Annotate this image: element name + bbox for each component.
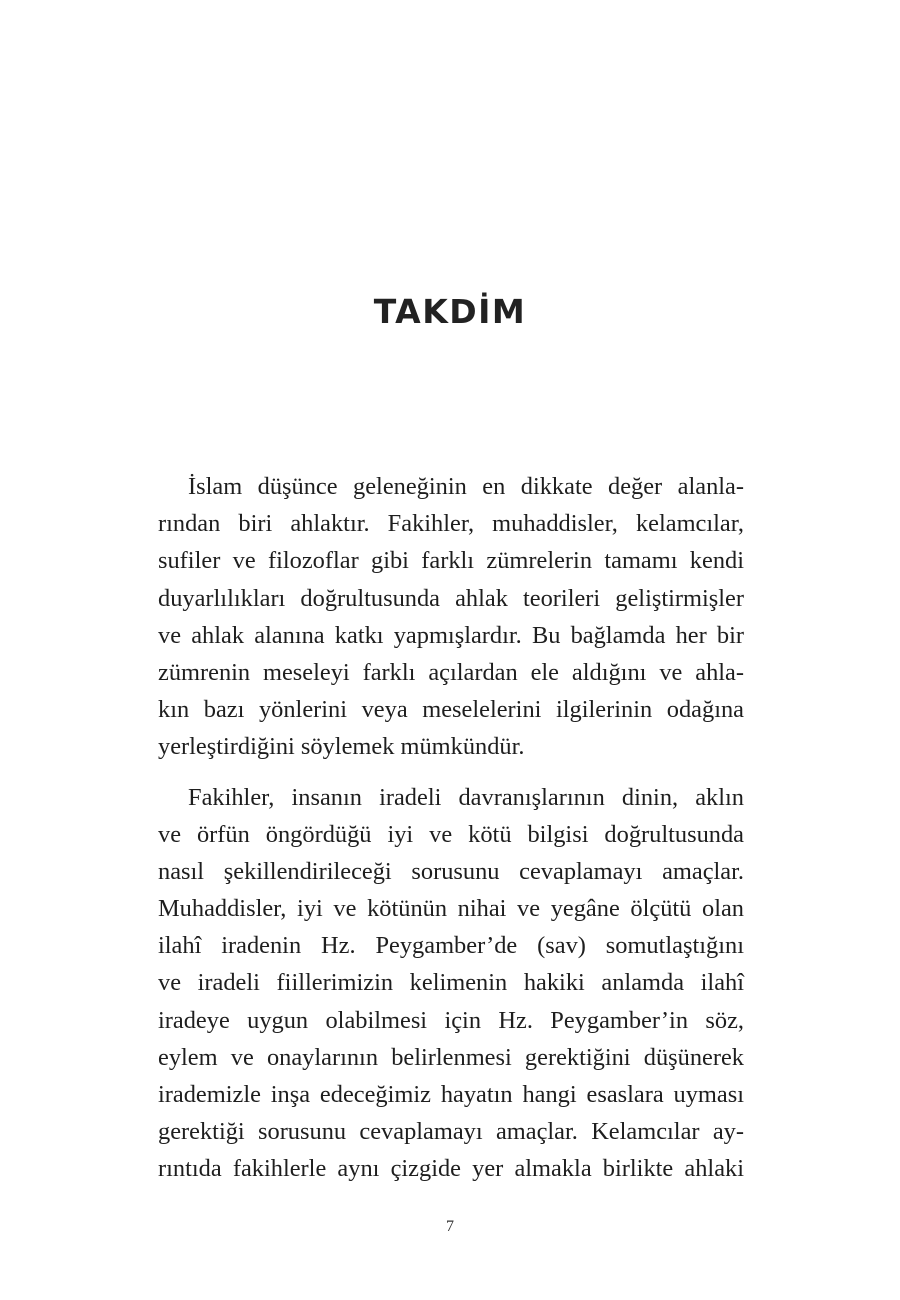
text-line: zümrenin meseleyi farklı açılardan ele aldığını ve ahla- — [158, 658, 744, 686]
text-line: rından biri ahlaktır. Fakihler, muhaddisler, kelamcılar, — [158, 510, 744, 538]
text-line: eylem ve onaylarının belirlenmesi gerektiğini düşünerek — [158, 1043, 744, 1071]
text-line: Fakihler, insanın iradeli davranışlarının dinin, aklın — [188, 783, 744, 811]
text-line: irademizle inşa edeceğimiz hayatın hangi esaslara uyması — [158, 1081, 744, 1108]
paragraph-2 — [158, 779, 744, 1188]
text-line: iradeye uygun olabilmesi için Hz. Peygamber’in söz, — [158, 1006, 744, 1034]
body-text — [158, 468, 744, 1188]
text-line: sufiler ve filozoflar gibi farklı zümrelerin tamamı kendi — [158, 547, 744, 575]
text-line: ve iradeli fiillerimizin kelimenin hakiki anlamda ilahî — [158, 969, 744, 997]
text-line: gerektiği sorusunu cevaplamayı amaçlar. Kelamcılar ay- — [158, 1118, 744, 1146]
text-line: ve örfün öngördüğü iyi ve kötü bilgisi doğrultusunda — [158, 820, 744, 848]
text-line: nasıl şekillendirileceği sorusunu cevaplamayı amaçlar. — [158, 857, 744, 885]
text-line: ve ahlak alanına katkı yapmışlardır. Bu bağlamda her bir — [158, 621, 744, 649]
paragraph-1 — [158, 468, 744, 766]
text-line: duyarlılıkları doğrultusunda ahlak teorileri geliştirmişler — [158, 584, 744, 612]
text-line: yerleştirdiğini söylemek mümkündür. — [158, 733, 525, 761]
text-line: Muhaddisler, iyi ve kötünün nihai ve yegâne ölçütü olan — [158, 895, 744, 923]
text-line: ilahî iradenin Hz. Peygamber’de (sav) somutlaştığını — [158, 932, 744, 960]
page-title: TAKDİM — [373, 292, 527, 331]
text-line: kın bazı yönlerini veya meselelerini ilgilerinin odağına — [158, 696, 744, 724]
text-line: İslam düşünce geleneğinin en dikkate değer alanla- — [188, 473, 744, 500]
page-number: 7 — [446, 1218, 454, 1235]
paragraph-spacer — [158, 766, 744, 779]
text-line: rıntıda fakihlerle aynı çizgide yer almakla birlikte ahlaki — [158, 1155, 744, 1183]
